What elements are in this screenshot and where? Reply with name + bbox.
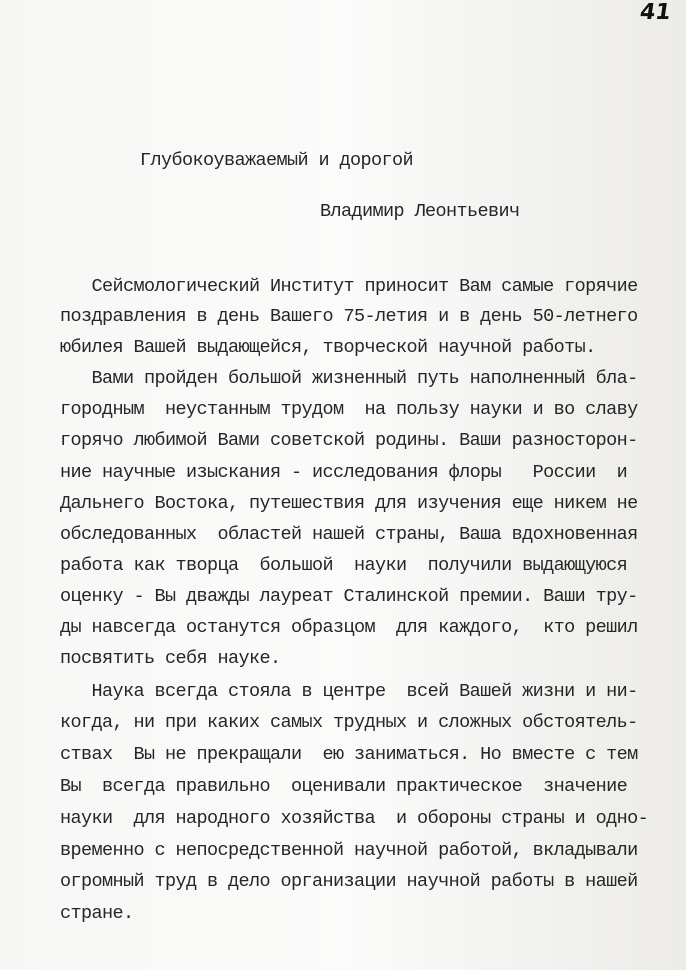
body-line: посвятить себя науке. <box>60 648 281 669</box>
body-line: Дальнего Востока, путешествия для изучения еще никем не <box>60 493 638 514</box>
body-line: городным неустанным трудом на пользу науки и во славу <box>60 399 638 420</box>
body-line: временно с непосредственной научной работой, вкладывали <box>60 840 638 861</box>
body-line: Наука всегда стояла в центре всей Вашей жизни и ни- <box>60 681 638 702</box>
body-line: огромный труд в дело организации научной работы в нашей <box>60 871 638 892</box>
body-line: обследованных областей нашей страны, Ваша вдохновенная <box>60 524 638 545</box>
body-line: ствах Вы не прекращали ею заниматься. Но вместе с тем <box>60 744 638 765</box>
body-line: оценку - Вы дважды лауреат Сталинской премии. Ваши тру- <box>60 586 638 607</box>
handwritten-page-number: 41 <box>638 0 673 25</box>
body-line: юбилея Вашей выдающейся, творческой научной работы. <box>60 337 596 358</box>
body-line: Вы всегда правильно оценивали практическое значение <box>60 776 628 797</box>
body-line: ды навсегда останутся образцом для каждого, кто решил <box>60 617 638 638</box>
body-line: Вами пройден большой жизненный путь наполненный бла- <box>60 368 638 389</box>
body-line: ние научные изыскания - исследования флоры России и <box>60 462 628 483</box>
body-line: науки для народного хозяйства и обороны страны и одно- <box>60 808 649 829</box>
salutation: Глубокоуважаемый и дорогой <box>140 150 414 171</box>
body-line: горячо любимой Вами советской родины. Ваши разносторон- <box>60 430 638 451</box>
body-line: работа как творца большой науки получили выдающуюся <box>60 555 628 576</box>
body-line: Сейсмологический Институт приносит Вам самые горячие <box>60 276 638 297</box>
addressee: Владимир Леонтьевич <box>320 201 520 222</box>
body-line: когда, ни при каких самых трудных и сложных обстоятель- <box>60 712 638 733</box>
body-line: поздравления в день Вашего 75-летия и в день 50-летнего <box>60 306 638 327</box>
body-line: стране. <box>60 903 134 924</box>
